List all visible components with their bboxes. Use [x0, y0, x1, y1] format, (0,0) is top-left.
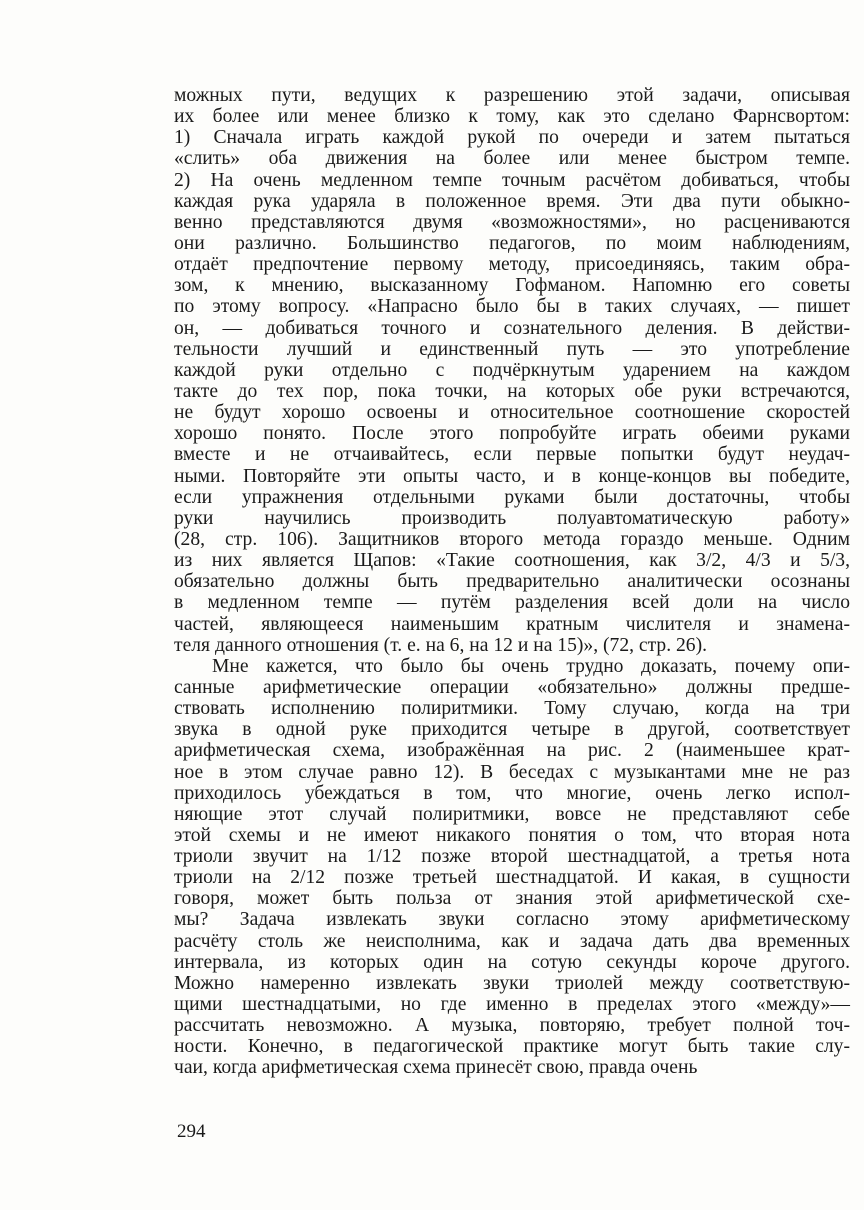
text-line: ности. Конечно, в педагогической практике могут быть такие слу- [174, 1036, 850, 1058]
paragraph [174, 85, 850, 656]
text-line: вместе и не отчаивайтесь, если первые попытки будут неудач- [174, 444, 850, 466]
text-line: няющие этот случай полиритмики, вовсе не представляют себе [174, 803, 850, 825]
text-line: в медленном темпе — путём разделения всей доли на число [174, 592, 850, 614]
text-line: триоли звучит на 1/12 позже второй шестнадцатой, а третья нота [174, 846, 850, 868]
text-line: приходилось убеждаться в том, что многие, очень легко испол- [174, 782, 850, 804]
text-line: венно представляются двумя «возможностями», но расцениваются [174, 211, 850, 233]
text-line: чаи, когда арифметическая схема принесёт свою, правда очень [174, 1057, 698, 1079]
text-line: хорошо понято. После этого попробуйте играть обеими руками [174, 423, 850, 445]
text-line: зом, к мнению, высказанному Гофманом. Напомню его советы [174, 275, 850, 297]
text-line: арифметическая схема, изображённая на рис. 2 (наименьшее крат- [174, 740, 850, 762]
text-line: можных пути, ведущих к разрешению этой задачи, описывая [174, 85, 850, 106]
paragraph [174, 656, 850, 1079]
text-line: интервала, из которых один на сотую секунды короче другого. [174, 951, 850, 973]
text-line: Можно намеренно извлекать звуки триолей между соответствую- [174, 972, 850, 994]
text-line: «слить» оба движения на более или менее быстром темпе. [174, 148, 850, 170]
text-line: обязательно должны быть предварительно аналитически осознаны [174, 571, 850, 593]
text-line: частей, являющееся наименьшим кратным числителя и знамена- [174, 613, 850, 635]
page-number: 294 [177, 1121, 206, 1142]
text-line: мы? Задача извлекать звуки согласно этому арифметическому [174, 909, 850, 931]
text-line: теля данного отношения (т. е. на 6, на 12 и на 15)», (72, стр. 26). [174, 634, 708, 656]
text-line: он, — добиваться точного и сознательного деления. В действи- [174, 317, 850, 339]
text-line: ствовать исполнению полиритмики. Тому случаю, когда на три [174, 698, 850, 720]
text-line: санные арифметические операции «обязательно» должны предше- [174, 676, 850, 698]
text-line: триоли на 2/12 позже третьей шестнадцатой. И какая, в сущности [174, 867, 850, 889]
text-line: звука в одной руке приходится четыре в другой, соответствует [174, 719, 850, 741]
text-line: каждая рука ударяла в положенное время. Эти два пути обыкно- [174, 190, 850, 212]
text-line: этой схемы и не имеют никакого понятия о том, что вторая нота [174, 824, 850, 846]
text-line: по этому вопросу. «Напрасно было бы в таких случаях, — пишет [174, 296, 850, 318]
text-line: руки научились производить полуавтоматическую работу» [174, 507, 850, 529]
text-line: рассчитать невозможно. А музыка, повторяю, требует полной точ- [174, 1015, 850, 1037]
body-text [174, 85, 850, 1079]
text-line: если упражнения отдельными руками были достаточны, чтобы [174, 486, 850, 508]
text-line: такте до тех пор, пока точки, на которых обе руки встречаются, [174, 380, 850, 402]
text-line: говоря, может быть польза от знания этой арифметической схе- [174, 888, 850, 910]
text-line: ное в этом случае равно 12). В беседах с музыкантами мне не раз [174, 761, 850, 783]
text-line: из них является Щапов: «Такие соотношения, как 3/2, 4/3 и 5/3, [174, 550, 850, 572]
text-line: расчёту столь же неисполнима, как и задача дать два временных [174, 930, 850, 952]
text-line: ными. Повторяйте эти опыты часто, и в конце-концов вы победите, [174, 465, 850, 487]
text-line: 1) Сначала играть каждой рукой по очереди и затем пытаться [174, 127, 850, 149]
text-line: каждой руки отдельно с подчёркнутым ударением на каждом [174, 359, 850, 381]
text-line: их более или менее близко к тому, как это сделано Фарнсвортом: [174, 106, 850, 128]
text-line: 2) На очень медленном темпе точным расчётом добиваться, чтобы [174, 169, 850, 191]
text-line: они различно. Большинство педагогов, по моим наблюдениям, [174, 232, 850, 254]
text-line: отдаёт предпочтение первому методу, присоединяясь, таким обра- [174, 254, 850, 276]
text-line: Мне кажется, что было бы очень трудно доказать, почему опи- [212, 655, 850, 677]
text-line: тельности лучший и единственный путь — это употребление [174, 338, 850, 360]
text-line: не будут хорошо освоены и относительное соотношение скоростей [174, 402, 850, 424]
text-line: (28, стр. 106). Защитников второго метода гораздо меньше. Одним [174, 528, 850, 550]
text-line: щими шестнадцатыми, но где именно в пределах этого «между»— [174, 994, 850, 1016]
